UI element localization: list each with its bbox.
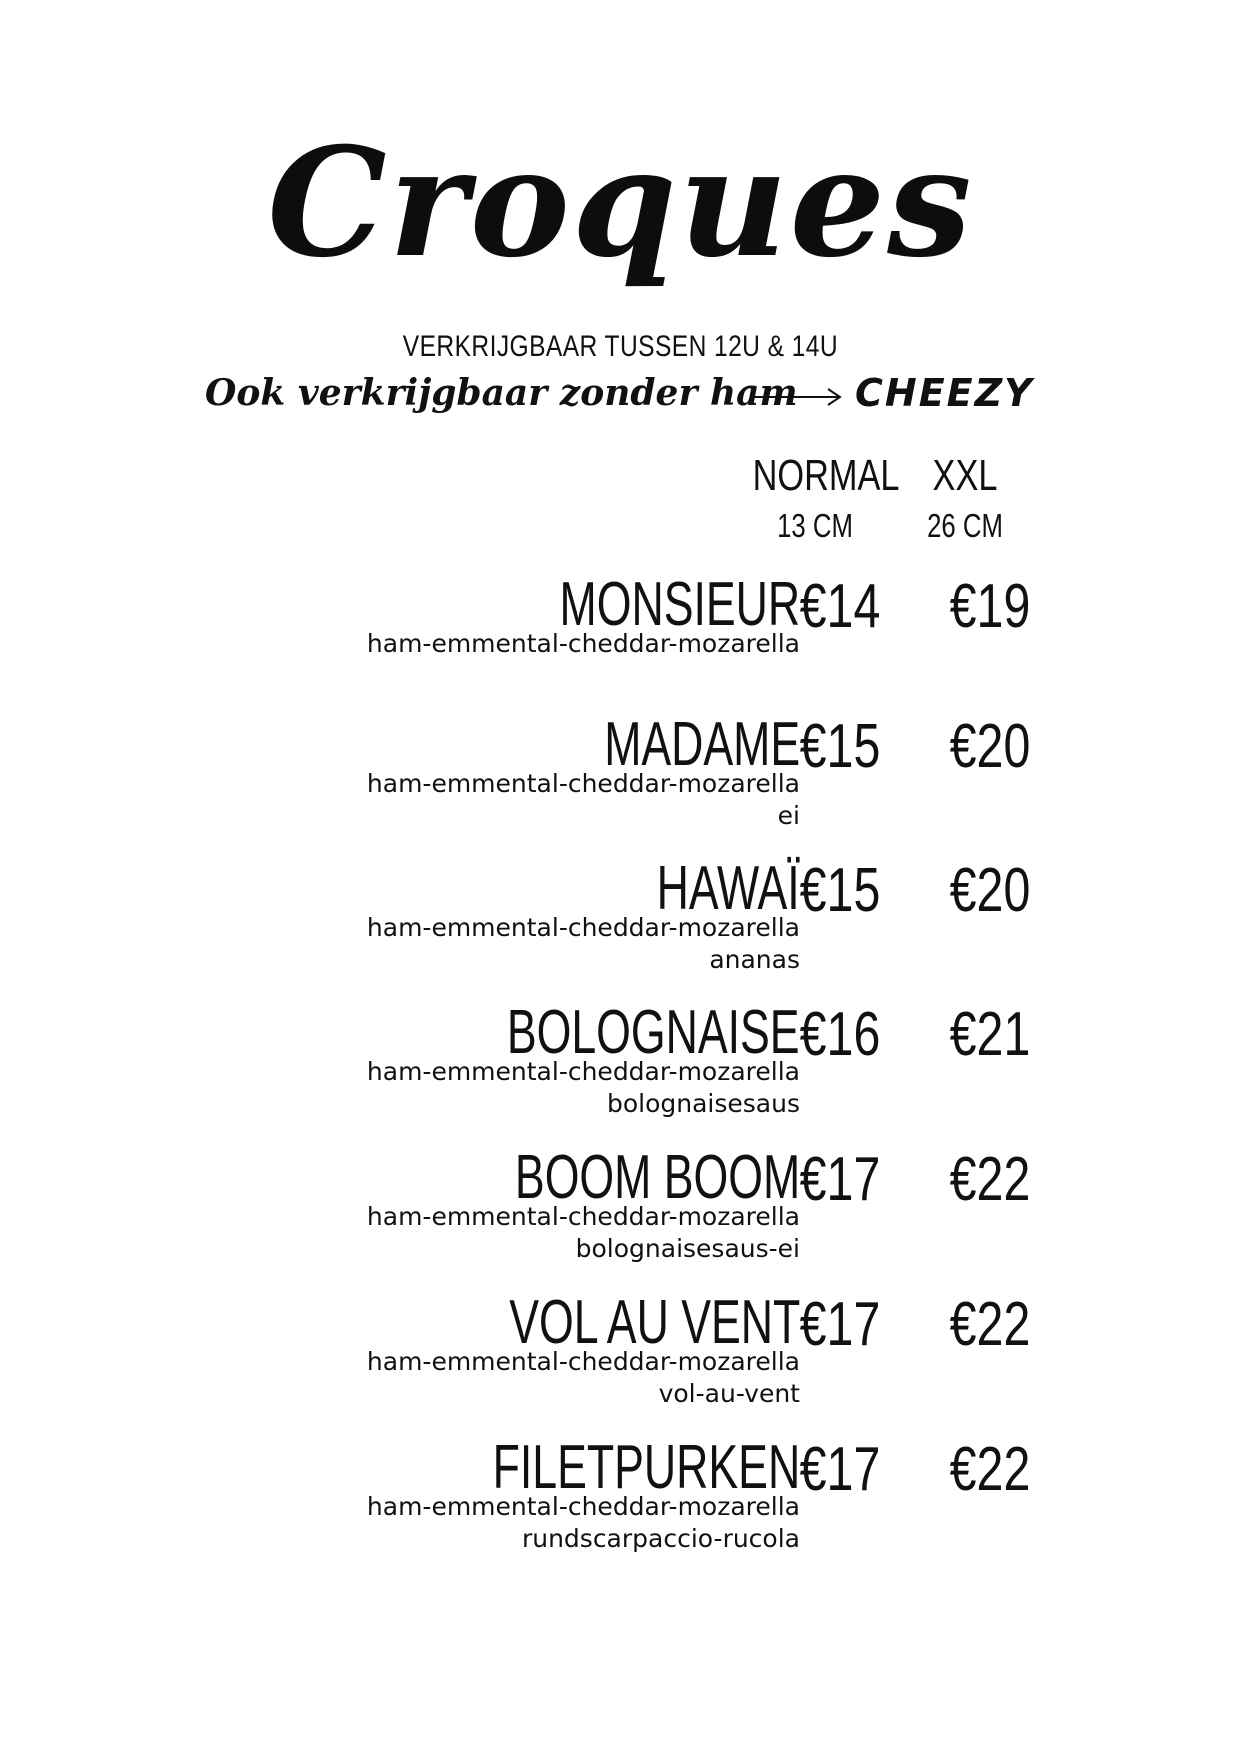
price-xxl: €21: [949, 1000, 1031, 1069]
item-name: FILETPURKEN: [492, 1433, 800, 1502]
cheezy-note: [205, 368, 1034, 418]
price-xxl: €22: [949, 1290, 1031, 1359]
description-line: rundscarpaccio-rucola: [521, 1524, 800, 1553]
description-line: ham-emmental-cheddar-mozarella: [366, 629, 800, 658]
price-xxl: €19: [949, 572, 1031, 641]
description-line: ham-emmental-cheddar-mozarella: [366, 1057, 800, 1086]
column-length-label: 13 CM: [777, 507, 853, 544]
item-name: HAWAÏ: [656, 854, 800, 923]
price-normal: €14: [799, 572, 881, 641]
price-normal: €15: [799, 712, 881, 781]
description-line: ei: [777, 801, 800, 830]
item-description: [200, 1201, 800, 1265]
price-normal: €17: [799, 1290, 881, 1359]
item-name: BOOM BOOM: [514, 1143, 800, 1212]
item-name: VOL AU VENT: [508, 1288, 800, 1357]
also-available-text: Ook verkrijgbaar zonder ham: [205, 372, 798, 414]
menu-item-madame: [100, 712, 1100, 852]
description-line: ham-emmental-cheddar-mozarella: [366, 913, 800, 942]
price-xxl: €20: [949, 712, 1031, 781]
column-size-label: NORMAL: [752, 451, 900, 500]
item-name: MONSIEUR: [559, 570, 800, 639]
menu-item-bolognaise: [100, 1000, 1100, 1140]
menu-title: Croques: [267, 115, 974, 291]
item-description: [200, 628, 800, 660]
item-description: [200, 1056, 800, 1120]
price-xxl: €22: [949, 1435, 1031, 1504]
description-line: ham-emmental-cheddar-mozarella: [366, 1347, 800, 1376]
description-line: ham-emmental-cheddar-mozarella: [366, 1202, 800, 1231]
description-line: bolognaisesaus-ei: [575, 1234, 800, 1263]
price-xxl: €20: [949, 856, 1031, 925]
item-name: BOLOGNAISE: [507, 998, 800, 1067]
column-length-label: 26 CM: [927, 507, 1003, 544]
column-header-normal: [735, 448, 900, 548]
item-description: [200, 1346, 800, 1410]
description-line: ham-emmental-cheddar-mozarella: [366, 1492, 800, 1521]
price-normal: €16: [799, 1000, 881, 1069]
price-xxl: €22: [949, 1145, 1031, 1214]
availability-note: VERKRIJGBAAR TUSSEN 12U & 14U: [402, 330, 839, 363]
column-header-xxl: [885, 448, 1045, 548]
description-line: ham-emmental-cheddar-mozarella: [366, 769, 800, 798]
price-normal: €15: [799, 856, 881, 925]
menu-item-boom-boom: [100, 1145, 1100, 1285]
description-line: vol-au-vent: [658, 1379, 800, 1408]
menu-item-hawai: [100, 856, 1100, 996]
menu-item-filetpurken: [100, 1435, 1100, 1575]
description-line: ananas: [709, 945, 800, 974]
item-description: [200, 1491, 800, 1555]
item-description: [200, 768, 800, 832]
menu-item-monsieur: [100, 572, 1100, 712]
price-normal: €17: [799, 1435, 881, 1504]
item-description: [200, 912, 800, 976]
menu-item-vol-au-vent: [100, 1290, 1100, 1430]
price-normal: €17: [799, 1145, 881, 1214]
cheezy-label: CHEEZY: [855, 371, 1034, 415]
column-size-label: XXL: [932, 451, 998, 500]
item-name: MADAME: [604, 710, 800, 779]
arrow-right-icon: [750, 380, 845, 410]
description-line: bolognaisesaus: [606, 1089, 800, 1118]
